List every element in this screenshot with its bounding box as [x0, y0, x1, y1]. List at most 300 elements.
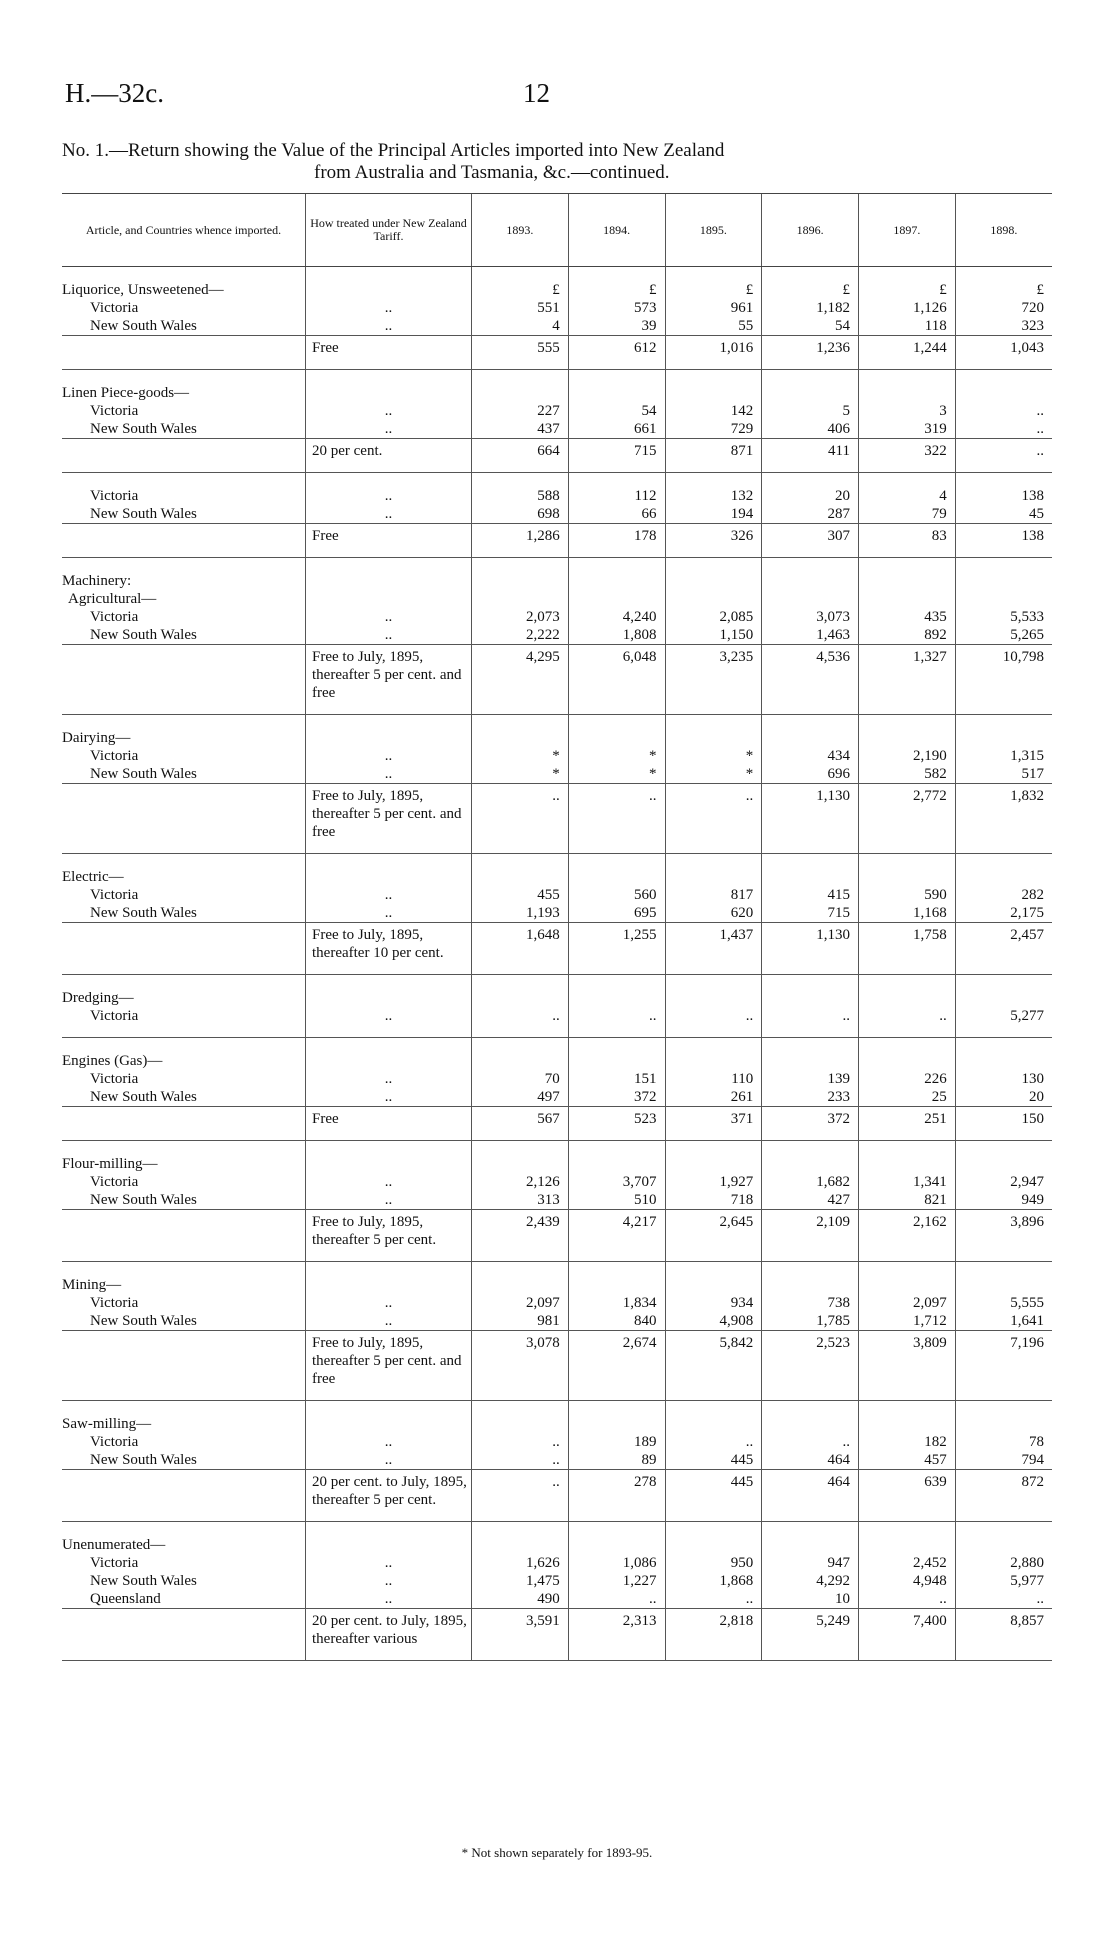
spacer — [666, 590, 754, 608]
total-row — [62, 336, 1052, 370]
total-value: 1,130 — [762, 784, 859, 854]
value-cell-1895 — [665, 370, 762, 439]
cell-value: .. — [552, 1008, 560, 1024]
article-name: Saw-milling— — [62, 1416, 152, 1432]
cell-value: 10 — [835, 1591, 850, 1607]
cell-value: 661 — [634, 421, 657, 437]
country-name: Victoria — [90, 1295, 139, 1311]
cell-value: 720 — [1021, 300, 1044, 316]
spacer — [956, 1155, 1044, 1173]
value-cell-1893 — [472, 267, 569, 336]
cell-value: 130 — [1021, 1071, 1044, 1087]
treatment-value: .. — [384, 506, 393, 522]
spacer — [762, 1052, 850, 1070]
cell-value: 517 — [1021, 766, 1044, 782]
value-cell-1896 — [762, 1038, 859, 1107]
cell-value: 2,085 — [719, 609, 754, 625]
spacer — [569, 590, 657, 608]
value-cell-1896 — [762, 1401, 859, 1470]
total-value: 1,286 — [472, 524, 569, 558]
spacer — [569, 868, 657, 886]
value-cell-1894 — [568, 975, 665, 1038]
treatment-value: .. — [384, 1313, 393, 1329]
value-cell-1894 — [568, 267, 665, 336]
cell-value: 5,277 — [1010, 1008, 1044, 1024]
value-cell-1898 — [955, 1141, 1052, 1210]
treatment-cell — [306, 267, 472, 336]
total-value: 1,043 — [955, 336, 1052, 370]
total-value: .. — [472, 1470, 569, 1522]
cell-value: 1,126 — [913, 300, 947, 316]
total-treatment: Free to July, 1895, thereafter 10 per cent. — [306, 923, 472, 975]
cell-value: 287 — [827, 506, 850, 522]
total-value: .. — [665, 784, 762, 854]
country-name: New South Wales — [90, 1192, 197, 1208]
cell-value: 949 — [1021, 1192, 1044, 1208]
value-cell-1893 — [472, 1522, 569, 1609]
total-value: .. — [568, 784, 665, 854]
treatment-cell — [306, 370, 472, 439]
cell-value: 323 — [1021, 318, 1044, 334]
cell-value: 182 — [924, 1434, 947, 1450]
cell-value: .. — [745, 1591, 754, 1607]
spacer — [859, 590, 947, 608]
cell-value: 319 — [924, 421, 947, 437]
total-article-blank — [62, 645, 306, 715]
spacer — [956, 384, 1044, 402]
cell-value: 79 — [931, 506, 947, 522]
cell-value: 20 — [1029, 1089, 1044, 1105]
spacer — [569, 572, 657, 590]
total-article-blank — [62, 439, 306, 473]
spacer — [306, 1052, 471, 1070]
cell-value: 490 — [537, 1591, 560, 1607]
value-cell-1893 — [472, 370, 569, 439]
cell-value: .. — [939, 1008, 947, 1024]
column-header-1897: 1897. — [859, 194, 956, 267]
total-value: 2,313 — [568, 1609, 665, 1661]
spacer — [762, 868, 850, 886]
total-value: 2,457 — [955, 923, 1052, 975]
table-row — [62, 558, 1052, 645]
cell-value: 54 — [641, 403, 657, 419]
cell-value: 139 — [827, 1071, 850, 1087]
cell-value: 4,948 — [913, 1573, 947, 1589]
cell-value: £ — [842, 282, 850, 298]
cell-value: 1,808 — [622, 627, 657, 643]
spacer — [472, 384, 560, 402]
article-cell — [62, 715, 306, 784]
cell-value: 696 — [827, 766, 850, 782]
total-value: 1,648 — [472, 923, 569, 975]
cell-value: 151 — [634, 1071, 657, 1087]
value-cell-1894 — [568, 715, 665, 784]
total-value: 2,674 — [568, 1331, 665, 1401]
article-name: Linen Piece-goods— — [62, 385, 190, 401]
spacer — [666, 989, 754, 1007]
treatment-value: .. — [384, 1434, 393, 1450]
article-cell — [62, 1262, 306, 1331]
treatment-cell — [306, 1038, 472, 1107]
cell-value: 2,073 — [526, 609, 560, 625]
country-name: Victoria — [90, 488, 139, 504]
total-value: 6,048 — [568, 645, 665, 715]
spacer — [306, 989, 471, 1007]
cell-value: 5,533 — [1010, 609, 1044, 625]
value-cell-1897 — [859, 715, 956, 784]
country-name: New South Wales — [90, 627, 197, 643]
value-cell-1898 — [955, 1522, 1052, 1609]
spacer — [569, 1155, 657, 1173]
cell-value: * — [649, 766, 657, 782]
cell-value: 950 — [730, 1555, 754, 1571]
treatment-value: .. — [384, 748, 393, 764]
treatment-cell — [306, 473, 472, 524]
cell-value: 78 — [1029, 1434, 1044, 1450]
article-name: Engines (Gas)— — [62, 1053, 163, 1069]
country-name: Victoria — [90, 748, 139, 764]
value-cell-1893 — [472, 1141, 569, 1210]
cell-value: 1,463 — [816, 627, 850, 643]
spacer — [569, 729, 657, 747]
country-name: Victoria — [90, 300, 139, 316]
cell-value: 1,712 — [913, 1313, 947, 1329]
cell-value: 729 — [730, 421, 754, 437]
total-value: 2,818 — [665, 1609, 762, 1661]
cell-value: 261 — [730, 1089, 754, 1105]
cell-value: 89 — [641, 1452, 657, 1468]
value-cell-1895 — [665, 1141, 762, 1210]
cell-value: 118 — [924, 318, 947, 334]
value-cell-1898 — [955, 558, 1052, 645]
value-cell-1898 — [955, 473, 1052, 524]
value-cell-1894 — [568, 473, 665, 524]
spacer — [859, 1415, 947, 1433]
spacer — [569, 989, 657, 1007]
spacer — [762, 572, 850, 590]
cell-value: 4,240 — [622, 609, 657, 625]
spacer — [306, 384, 471, 402]
cell-value: 840 — [634, 1313, 657, 1329]
total-value: 1,758 — [859, 923, 956, 975]
table-row — [62, 854, 1052, 923]
total-treatment: 20 per cent. — [306, 439, 472, 473]
treatment-value: .. — [384, 887, 393, 903]
treatment-cell — [306, 1401, 472, 1470]
cell-value: 1,086 — [622, 1555, 657, 1571]
total-value: 5,249 — [762, 1609, 859, 1661]
treatment-value: .. — [384, 1591, 393, 1607]
spacer — [956, 1536, 1044, 1554]
article-cell — [62, 854, 306, 923]
cell-value: 582 — [924, 766, 947, 782]
table-header-row — [62, 194, 1052, 267]
cell-value: .. — [1036, 421, 1044, 437]
cell-value: 961 — [730, 300, 754, 316]
treatment-cell — [306, 854, 472, 923]
total-value: 464 — [762, 1470, 859, 1522]
treatment-value: .. — [384, 905, 393, 921]
column-header-treatment: How treated under New Zealand Tariff. — [306, 194, 472, 267]
total-treatment: Free to July, 1895, thereafter 5 per cent. and free — [306, 784, 472, 854]
value-cell-1893 — [472, 1038, 569, 1107]
cell-value: 1,475 — [526, 1573, 560, 1589]
table-row — [62, 1262, 1052, 1331]
total-value: 3,591 — [472, 1609, 569, 1661]
title-line-1: No. 1.—Return showing the Value of the Principal Articles imported into New Zealand — [62, 140, 725, 161]
cell-value: 142 — [730, 403, 754, 419]
value-cell-1894 — [568, 1401, 665, 1470]
country-name: Victoria — [90, 1555, 139, 1571]
value-cell-1898 — [955, 1401, 1052, 1470]
value-cell-1895 — [665, 558, 762, 645]
total-value: 322 — [859, 439, 956, 473]
total-treatment: Free — [306, 336, 472, 370]
treatment-value: .. — [384, 1295, 393, 1311]
total-row — [62, 784, 1052, 854]
total-article-blank — [62, 336, 306, 370]
country-name: Victoria — [90, 403, 139, 419]
spacer — [666, 1052, 754, 1070]
spacer — [306, 868, 471, 886]
table-row — [62, 267, 1052, 336]
cell-value: 39 — [641, 318, 657, 334]
spacer — [472, 572, 560, 590]
article-name: Mining— — [62, 1277, 122, 1293]
cell-value: 590 — [924, 887, 947, 903]
cell-value: 1,315 — [1010, 748, 1044, 764]
spacer — [956, 868, 1044, 886]
value-cell-1896 — [762, 1262, 859, 1331]
article-name: Electric— — [62, 869, 124, 885]
total-treatment: Free — [306, 524, 472, 558]
spacer — [569, 1052, 657, 1070]
country-name: New South Wales — [90, 318, 197, 334]
cell-value: 4 — [939, 488, 947, 504]
country-name: Victoria — [90, 1071, 139, 1087]
article-cell — [62, 370, 306, 439]
cell-value: 2,452 — [913, 1555, 947, 1571]
total-value: 5,842 — [665, 1331, 762, 1401]
spacer — [472, 729, 560, 747]
total-row — [62, 1609, 1052, 1661]
treatment-value: .. — [384, 627, 393, 643]
cell-value: 981 — [537, 1313, 560, 1329]
article-name: Dairying— — [62, 730, 131, 746]
article-name: Flour-milling— — [62, 1156, 158, 1172]
cell-value: 457 — [924, 1452, 947, 1468]
cell-value: 551 — [537, 300, 560, 316]
total-row — [62, 439, 1052, 473]
cell-value: 55 — [738, 318, 754, 334]
cell-value: 435 — [924, 609, 947, 625]
table-row — [62, 1522, 1052, 1609]
spacer — [306, 729, 471, 747]
spacer — [762, 384, 850, 402]
value-cell-1893 — [472, 854, 569, 923]
article-name: Liquorice, Unsweetened— — [62, 282, 224, 298]
value-cell-1896 — [762, 267, 859, 336]
value-cell-1897 — [859, 267, 956, 336]
total-article-blank — [62, 1331, 306, 1401]
cell-value: 1,182 — [816, 300, 850, 316]
cell-value: 1,193 — [526, 905, 560, 921]
total-article-blank — [62, 1470, 306, 1522]
cell-value: 1,341 — [913, 1174, 947, 1190]
value-cell-1898 — [955, 1262, 1052, 1331]
total-value: 251 — [859, 1107, 956, 1141]
spacer — [956, 1415, 1044, 1433]
spacer — [762, 1415, 850, 1433]
cell-value: 415 — [827, 887, 850, 903]
cell-value: .. — [939, 1591, 947, 1607]
spacer — [956, 1276, 1044, 1294]
treatment-cell — [306, 1262, 472, 1331]
value-cell-1894 — [568, 854, 665, 923]
value-cell-1894 — [568, 558, 665, 645]
cell-value: 455 — [537, 887, 560, 903]
cell-value: 3,073 — [816, 609, 850, 625]
cell-value: 110 — [731, 1071, 754, 1087]
cell-value: £ — [649, 282, 657, 298]
spacer — [306, 590, 471, 608]
cell-value: 738 — [827, 1295, 850, 1311]
spacer — [472, 1276, 560, 1294]
total-value: 1,016 — [665, 336, 762, 370]
cell-value: 194 — [730, 506, 754, 522]
value-cell-1894 — [568, 1038, 665, 1107]
total-value: 612 — [568, 336, 665, 370]
spacer — [472, 590, 560, 608]
cell-value: 434 — [827, 748, 850, 764]
cell-value: 427 — [827, 1192, 850, 1208]
spacer — [569, 1415, 657, 1433]
total-value: 523 — [568, 1107, 665, 1141]
value-cell-1895 — [665, 854, 762, 923]
total-value: 371 — [665, 1107, 762, 1141]
value-cell-1894 — [568, 1522, 665, 1609]
spacer — [306, 281, 471, 299]
table-row — [62, 1038, 1052, 1107]
total-value: .. — [955, 439, 1052, 473]
cell-value: 227 — [537, 403, 560, 419]
cell-value: 1,785 — [816, 1313, 850, 1329]
total-value: 1,832 — [955, 784, 1052, 854]
cell-value: 464 — [827, 1452, 850, 1468]
spacer — [762, 1536, 850, 1554]
treatment-value: .. — [384, 1071, 393, 1087]
cell-value: 2,126 — [526, 1174, 560, 1190]
value-cell-1897 — [859, 1401, 956, 1470]
total-value: 1,130 — [762, 923, 859, 975]
cell-value: .. — [842, 1008, 850, 1024]
treatment-value: .. — [384, 403, 393, 419]
column-header-article: Article, and Countries whence imported. — [62, 194, 306, 267]
value-cell-1898 — [955, 975, 1052, 1038]
treatment-value: .. — [384, 766, 393, 782]
total-value: 3,235 — [665, 645, 762, 715]
value-cell-1893 — [472, 473, 569, 524]
cell-value: 5,555 — [1010, 1295, 1044, 1311]
value-cell-1896 — [762, 1141, 859, 1210]
cell-value: 2,222 — [526, 627, 560, 643]
spacer — [762, 1276, 850, 1294]
total-article-blank — [62, 923, 306, 975]
spacer — [666, 572, 754, 590]
treatment-value: .. — [384, 1452, 393, 1468]
table-row — [62, 1401, 1052, 1470]
value-cell-1893 — [472, 1262, 569, 1331]
spacer — [859, 1536, 947, 1554]
table-row — [62, 370, 1052, 439]
total-article-blank — [62, 1107, 306, 1141]
cell-value: 282 — [1021, 887, 1044, 903]
cell-value: 2,947 — [1010, 1174, 1044, 1190]
country-name: New South Wales — [90, 506, 197, 522]
country-name: Victoria — [90, 1434, 139, 1450]
spacer — [306, 1155, 471, 1173]
page-number: 12 — [523, 78, 550, 108]
total-value: 2,645 — [665, 1210, 762, 1262]
spacer — [472, 868, 560, 886]
spacer — [956, 989, 1044, 1007]
spacer — [666, 729, 754, 747]
article-cell — [62, 1038, 306, 1107]
country-name: New South Wales — [90, 1452, 197, 1468]
total-value: 411 — [762, 439, 859, 473]
cell-value: .. — [552, 1434, 560, 1450]
spacer — [306, 1415, 471, 1433]
value-cell-1896 — [762, 854, 859, 923]
cell-value: 497 — [537, 1089, 560, 1105]
total-value: 2,523 — [762, 1331, 859, 1401]
total-value: 372 — [762, 1107, 859, 1141]
total-value: 326 — [665, 524, 762, 558]
cell-value: 25 — [931, 1089, 947, 1105]
cell-value: 1,868 — [719, 1573, 754, 1589]
country-name: Victoria — [90, 609, 139, 625]
cell-value: 1,227 — [622, 1573, 657, 1589]
cell-value: £ — [939, 282, 947, 298]
total-value: 1,327 — [859, 645, 956, 715]
value-cell-1897 — [859, 1038, 956, 1107]
value-cell-1898 — [955, 715, 1052, 784]
treatment-cell — [306, 975, 472, 1038]
cell-value: 226 — [924, 1071, 947, 1087]
spacer — [956, 1052, 1044, 1070]
country-name: New South Wales — [90, 1089, 197, 1105]
total-value: 138 — [955, 524, 1052, 558]
spacer — [472, 1536, 560, 1554]
cell-value: 2,097 — [526, 1295, 560, 1311]
spacer — [666, 384, 754, 402]
total-value: 2,109 — [762, 1210, 859, 1262]
cell-value: 5,977 — [1010, 1573, 1044, 1589]
treatment-value: .. — [384, 421, 393, 437]
cell-value: 588 — [537, 488, 560, 504]
total-value: 2,162 — [859, 1210, 956, 1262]
treatment-value: .. — [384, 1573, 393, 1589]
country-name: Victoria — [90, 1174, 139, 1190]
total-value: 7,196 — [955, 1331, 1052, 1401]
cell-value: .. — [842, 1434, 850, 1450]
total-treatment: Free to July, 1895, thereafter 5 per cent. — [306, 1210, 472, 1262]
column-header-1896: 1896. — [762, 194, 859, 267]
cell-value: 70 — [544, 1071, 560, 1087]
total-value: 567 — [472, 1107, 569, 1141]
total-row — [62, 524, 1052, 558]
spacer — [859, 729, 947, 747]
